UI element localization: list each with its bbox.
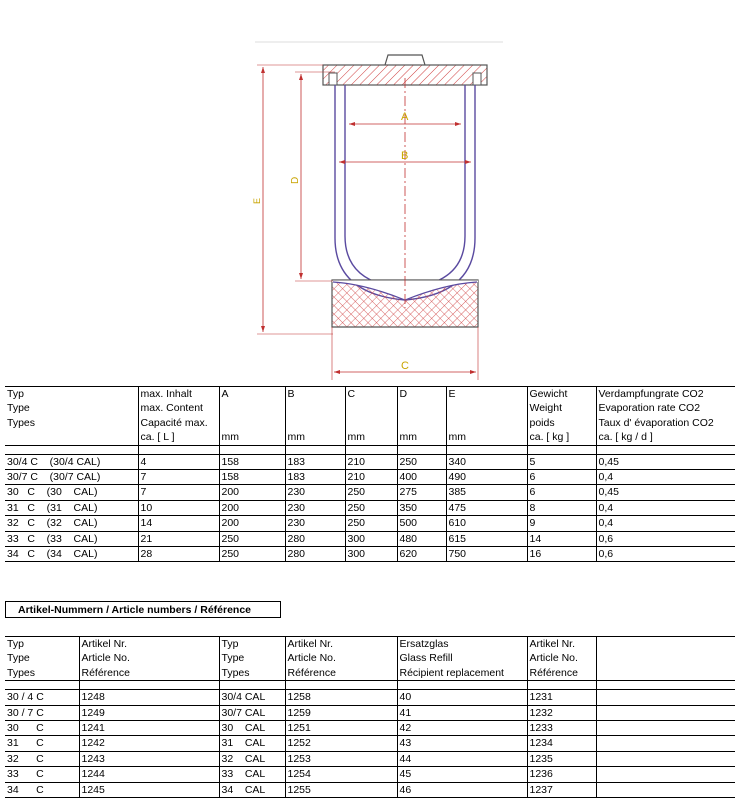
table-row [5,416,735,430]
table-cell: 34 C (34 CAL) [5,546,138,561]
table-cell: 8 [527,500,596,515]
table-cell: 33 C (33 CAL) [5,531,138,546]
table-cell: 230 [285,516,345,531]
table-cell [596,767,735,782]
table-cell [397,416,446,430]
table-cell: Typ [5,637,79,652]
table-cell: 30 CAL [219,720,285,735]
table-cell [596,690,735,705]
dewar-technical-drawing [245,38,505,383]
table-cell: 0,4 [596,469,735,484]
table-cell: 0,45 [596,485,735,500]
table-cell: Glass Refill [397,651,527,665]
table-row [5,516,735,531]
table-cell: mm [285,430,345,445]
table-cell: Type [7,652,30,665]
table-cell: 1244 [79,767,219,782]
table-row [5,690,735,705]
table-cell: 1259 [285,705,397,720]
table-cell: 21 [138,531,219,546]
spec-table [5,386,735,562]
table-row [5,666,735,681]
table-cell: 31 CAL [219,736,285,751]
table-cell [5,430,138,445]
table-cell [345,416,397,430]
table-cell: 34 CAL [219,782,285,797]
table-cell: 16 [527,546,596,561]
table-cell: 250 [345,516,397,531]
table-cell [219,401,285,415]
table-cell: E [446,387,527,402]
table-cell: Types [219,666,285,681]
table-cell: Types [7,666,36,679]
table-cell: Typ [219,637,285,652]
table-cell [446,401,527,415]
table-cell: 620 [397,546,446,561]
table-cell: 31 C [5,736,79,751]
table-cell [596,666,735,681]
table-cell: 1254 [285,767,397,782]
table-cell: A [219,387,285,402]
table-cell: Article No. [527,651,596,665]
label-b: B [401,150,409,162]
table-row [5,651,735,665]
table-cell [596,782,735,797]
table-cell: 280 [285,531,345,546]
table-cell: 210 [345,454,397,469]
table-cell: 41 [397,705,527,720]
table-cell: Récipient replacement [397,666,527,681]
table-cell: 1236 [527,767,596,782]
table-cell [596,720,735,735]
table-cell: 210 [345,469,397,484]
table-row [5,469,735,484]
table-cell: 0,4 [596,516,735,531]
table-cell: 30/7 CAL [219,705,285,720]
table-cell: 200 [219,485,285,500]
table-cell: 31 C (31 CAL) [5,500,138,515]
table-cell: 1237 [527,782,596,797]
table-cell: 34 C [5,782,79,797]
table-cell: Référence [527,666,596,681]
table-cell: 30 / 7 C [5,705,79,720]
table-cell: max. Content [138,401,219,415]
table-row [5,485,735,500]
table-row [5,782,735,797]
table-cell: 500 [397,516,446,531]
table-cell: 200 [219,500,285,515]
table-cell: 1252 [285,736,397,751]
table-cell: Artikel Nr. [527,637,596,652]
table-cell [596,651,735,665]
table-row [5,705,735,720]
table-cell: B [285,387,345,402]
table-cell: 0,6 [596,546,735,561]
table-row [5,546,735,561]
table-cell: Verdampfungrate CO2 [596,387,735,402]
table-cell: Référence [79,666,219,681]
table-cell [285,416,345,430]
table-cell: 7 [138,469,219,484]
table-cell: 1233 [527,720,596,735]
label-e: E [252,197,262,204]
table-cell: Taux d' évaporation CO2 [596,416,735,430]
table-cell: poids [527,416,596,430]
table-cell: 200 [219,516,285,531]
spacer-row [5,445,735,454]
table-row [5,751,735,766]
table-cell: Capacité max. [138,416,219,430]
table-cell: mm [397,430,446,445]
table-cell: 183 [285,469,345,484]
table-cell: 1234 [527,736,596,751]
table-cell: 230 [285,500,345,515]
table-cell: Evaporation rate CO2 [596,401,735,415]
table-cell: 300 [345,531,397,546]
table-cell: 32 CAL [219,751,285,766]
table-cell: 340 [446,454,527,469]
table-cell: 32 C [5,751,79,766]
table-row [5,637,735,652]
table-cell: 14 [527,531,596,546]
table-cell: 1242 [79,736,219,751]
table-cell: 45 [397,767,527,782]
table-cell: Type [219,651,285,665]
table-cell: 30 / 4 C [5,690,79,705]
table-cell: 610 [446,516,527,531]
label-a: A [401,111,409,123]
table-cell: 158 [219,454,285,469]
table-cell [345,401,397,415]
table-cell: mm [446,430,527,445]
table-cell: Weight [527,401,596,415]
table-cell: 7 [138,485,219,500]
table-cell: 14 [138,516,219,531]
table-cell: ca. [ kg ] [527,430,596,445]
table-cell: 490 [446,469,527,484]
table-cell: 1253 [285,751,397,766]
table-cell: 1255 [285,782,397,797]
table-cell: 32 C (32 CAL) [5,516,138,531]
table-cell: 1231 [527,690,596,705]
label-c: C [401,360,409,372]
table-cell: Article No. [285,651,397,665]
table-cell: 43 [397,736,527,751]
table-cell: mm [345,430,397,445]
table-cell: 6 [527,485,596,500]
table-cell: 4 [138,454,219,469]
table-cell: Gewicht [527,387,596,402]
table-cell: 183 [285,454,345,469]
table-row [5,454,735,469]
table-row [5,767,735,782]
table-cell: 250 [397,454,446,469]
table-row [5,500,735,515]
table-cell: 250 [345,485,397,500]
table-cell [596,705,735,720]
table-cell [219,416,285,430]
table-cell: 33 C [5,767,79,782]
table-cell [446,416,527,430]
table-cell: 10 [138,500,219,515]
table-cell: 1258 [285,690,397,705]
table-cell: 5 [527,454,596,469]
table-row [5,736,735,751]
table-cell: mm [219,430,285,445]
table-cell: Types [7,416,36,429]
article-table [5,636,735,798]
table-cell: 30/7 C (30/7 CAL) [5,469,138,484]
table-cell: 42 [397,720,527,735]
table-cell: 0,4 [596,500,735,515]
table-cell: C [345,387,397,402]
table-cell [596,637,735,652]
table-row [5,531,735,546]
table-cell: 615 [446,531,527,546]
table-cell: 6 [527,469,596,484]
table-cell: 250 [219,546,285,561]
table-cell: 44 [397,751,527,766]
table-cell: 1241 [79,720,219,735]
table-cell: 30 C [5,720,79,735]
table-cell: 280 [285,546,345,561]
table-row [5,401,735,415]
table-cell: 30/4 C (30/4 CAL) [5,454,138,469]
table-cell: 250 [345,500,397,515]
table-cell: 750 [446,546,527,561]
table-cell: 30/4 CAL [219,690,285,705]
table-cell: 1245 [79,782,219,797]
table-cell: 0,6 [596,531,735,546]
table-cell: 275 [397,485,446,500]
table-cell: 230 [285,485,345,500]
table-cell: 46 [397,782,527,797]
table-cell: 385 [446,485,527,500]
table-cell: 33 CAL [219,767,285,782]
table-cell: 28 [138,546,219,561]
table-cell: 30 C (30 CAL) [5,485,138,500]
table-cell: 300 [345,546,397,561]
table-cell: 40 [397,690,527,705]
table-cell: 350 [397,500,446,515]
table-cell [596,751,735,766]
table-cell: 475 [446,500,527,515]
table-cell: 1232 [527,705,596,720]
table-cell: D [397,387,446,402]
table-cell: 480 [397,531,446,546]
table-cell: 9 [527,516,596,531]
table-cell: Artikel Nr. [285,637,397,652]
table-cell: ca. [ L ] [138,430,219,445]
table-cell: 1251 [285,720,397,735]
spacer-row [5,681,735,690]
table-row [5,387,735,402]
table-cell: Typ [5,387,138,402]
table-cell: Artikel Nr. [79,637,219,652]
table-cell [596,736,735,751]
table-cell: 250 [219,531,285,546]
table-cell: 400 [397,469,446,484]
table-cell: Type [7,402,30,415]
table-cell: 158 [219,469,285,484]
table-cell [397,401,446,415]
label-d: D [290,176,301,184]
table-cell: 1248 [79,690,219,705]
table-cell: 1235 [527,751,596,766]
section-title: Artikel-Nummern / Article numbers / Référence [5,601,281,618]
table-cell: ca. [ kg / d ] [596,430,735,445]
table-cell: 0,45 [596,454,735,469]
table-cell [285,401,345,415]
table-row [5,720,735,735]
table-row [5,430,735,445]
table-cell: Article No. [79,651,219,665]
table-cell: 1249 [79,705,219,720]
table-cell: max. Inhalt [138,387,219,402]
table-cell: 1243 [79,751,219,766]
table-cell: Référence [285,666,397,681]
table-cell: Ersatzglas [397,637,527,652]
